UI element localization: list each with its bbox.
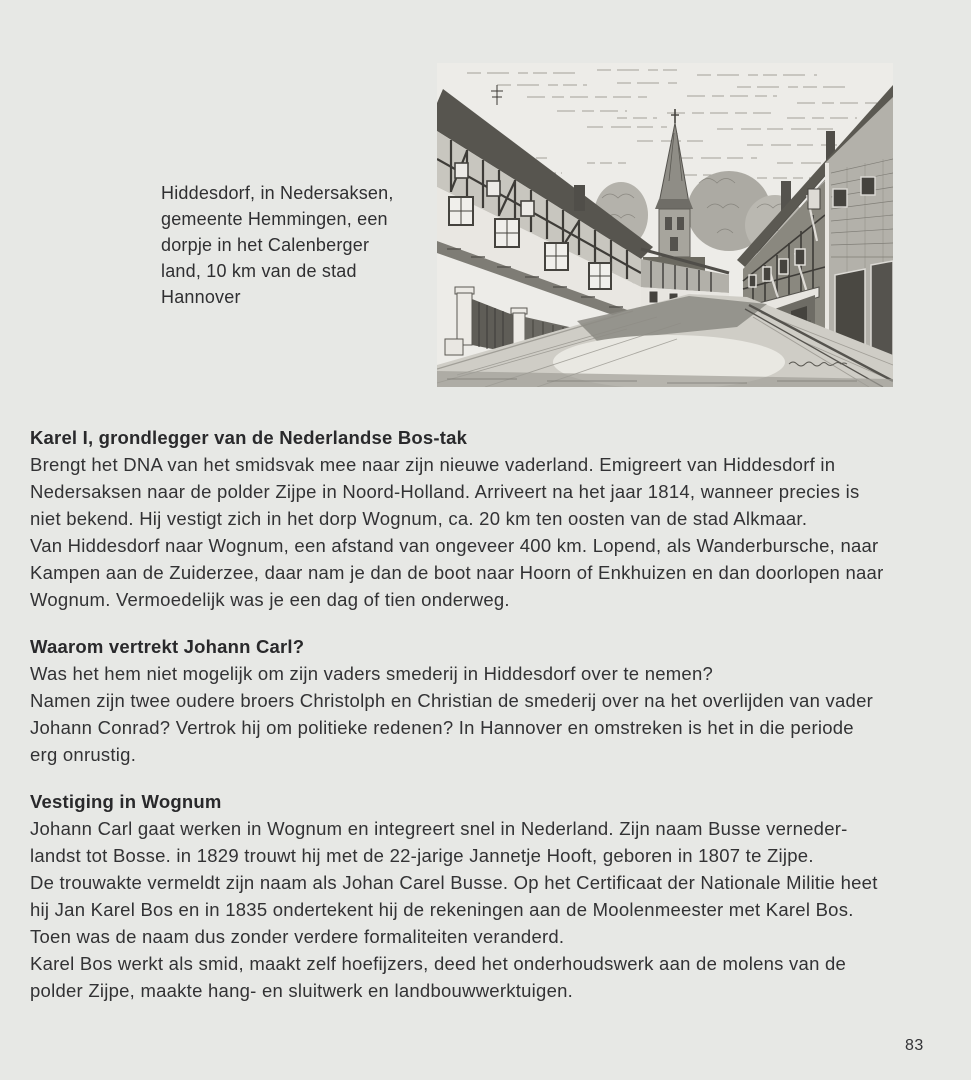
body-line: Johann Carl gaat werken in Wognum en integreert snel in Nederland. Zijn naam Busse verneder- xyxy=(30,818,848,839)
body-line: De trouwakte vermeldt zijn naam als Johan Carel Busse. Op het Certificaat der Nationale Militie heet xyxy=(30,872,878,893)
body-line: Kampen aan de Zuiderzee, daar nam je dan de boot naar Hoorn of Enkhuizen en dan doorlopen naar xyxy=(30,562,884,583)
body-line: erg onrustig. xyxy=(30,744,137,765)
body-line: Brengt het DNA van het smidsvak mee naar zijn nieuwe vaderland. Emigreert van Hiddesdorf in xyxy=(30,454,836,475)
body-line: Johann Conrad? Vertrok hij om politieke redenen? In Hannover en omstreken is het in die periode xyxy=(30,717,854,738)
body-line: Was het hem niet mogelijk om zijn vaders smederij in Hiddesdorf over te nemen? xyxy=(30,663,714,684)
body-line: Namen zijn twee oudere broers Christolph en Christian de smederij over na het overlijden van vader xyxy=(30,690,874,711)
text-section xyxy=(30,633,960,768)
body-line: niet bekend. Hij vestigt zich in het dorp Wognum, ca. 20 km ten oosten van de stad Alkmaar. xyxy=(30,508,808,529)
section-heading: Vestiging in Wognum xyxy=(30,791,222,812)
text-sections xyxy=(30,424,960,1024)
body-line: Toen was de naam dus zonder verdere formaliteiten veranderd. xyxy=(30,926,565,947)
page-number: 83 xyxy=(905,1037,924,1054)
section-heading: Waarom vertrekt Johann Carl? xyxy=(30,636,305,657)
body-line: landst tot Bosse. in 1829 trouwt hij met de 22-jarige Jannetje Hooft, geboren in 1807 te Zijpe. xyxy=(30,845,814,866)
body-line: Karel Bos werkt als smid, maakt zelf hoefijzers, deed het onderhoudswerk aan de molens van de xyxy=(30,953,847,974)
village-street-illustration xyxy=(437,63,893,387)
body-line: Van Hiddesdorf naar Wognum, een afstand van ongeveer 400 km. Lopend, als Wanderbursche, naar xyxy=(30,535,879,556)
text-section xyxy=(30,788,960,1004)
text-section xyxy=(30,424,960,613)
body-line: polder Zijpe, maakte hang- en sluitwerk en landbouwwerktuigen. xyxy=(30,980,574,1001)
chimney-left xyxy=(574,185,585,211)
section-heading: Karel I, grondlegger van de Nederlandse Bos-tak xyxy=(30,427,468,448)
caption-line: land, 10 km van de stad xyxy=(161,261,357,281)
body-line: Nedersaksen naar de polder Zijpe in Noord-Holland. Arriveert na het jaar 1814, wanneer precies is xyxy=(30,481,860,502)
body-line: hij Jan Karel Bos en in 1835 ondertekent hij de rekeningen aan de Moolenmeester met Karel Bos. xyxy=(30,899,854,920)
caption-line: gemeente Hemmingen, een xyxy=(161,209,388,229)
village-street-drawing xyxy=(437,63,893,387)
caption-line: Hannover xyxy=(161,287,241,307)
image-caption xyxy=(161,180,431,310)
caption-line: dorpje in het Calenberger xyxy=(161,235,370,255)
body-line: Wognum. Vermoedelijk was je een dag of tien onderweg. xyxy=(30,589,510,610)
caption-line: Hiddesdorf, in Nedersaksen, xyxy=(161,183,394,203)
